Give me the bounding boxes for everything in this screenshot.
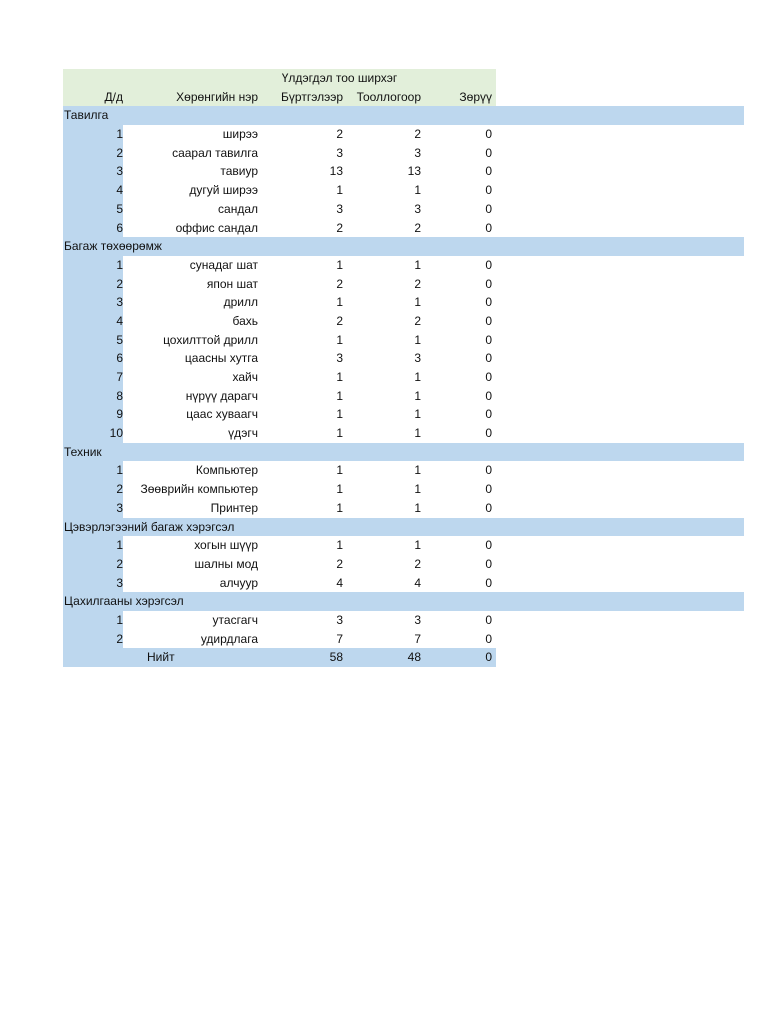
category-row [63,443,744,462]
table-row [63,630,744,649]
item-difference: 0 [485,407,492,422]
item-name: Принтер [210,500,258,515]
item-id: 3 [116,295,123,310]
item-difference: 0 [485,482,492,497]
col-header-counted: Тооллогоор [356,89,421,104]
table-row [63,162,744,181]
item-counted: 13 [407,164,421,179]
item-registered: 2 [336,313,343,328]
item-difference: 0 [485,220,492,235]
item-registered: 4 [336,575,343,590]
table-row [63,219,744,238]
item-registered: 1 [336,482,343,497]
item-difference: 0 [485,538,492,553]
item-name: дрилл [223,295,258,310]
item-counted: 1 [414,482,421,497]
item-counted: 3 [414,612,421,627]
item-difference: 0 [485,388,492,403]
item-id: 1 [116,127,123,142]
item-registered: 1 [336,295,343,310]
category-label: Цахилгааны хэрэгсэл [64,594,184,609]
item-counted: 2 [414,313,421,328]
item-name: удирдлага [200,631,258,646]
category-label: Багаж төхөөрөмж [64,239,162,254]
category-row [63,592,744,611]
item-registered: 1 [336,388,343,403]
item-counted: 1 [414,500,421,515]
item-counted: 4 [414,575,421,590]
item-id: 2 [116,276,123,291]
item-difference: 0 [485,164,492,179]
item-difference: 0 [485,145,492,160]
item-name: сандал [218,201,258,216]
item-difference: 0 [485,201,492,216]
table-row [63,181,744,200]
item-name: саарал тавилга [172,145,258,160]
item-counted: 1 [414,388,421,403]
item-name: цохилттой дрилл [163,332,258,347]
table-row [63,144,744,163]
item-id: 6 [116,220,123,235]
item-name: цаас хуваагч [186,407,258,422]
item-difference: 0 [485,295,492,310]
item-counted: 1 [414,538,421,553]
item-id: 2 [116,482,123,497]
item-registered: 2 [336,220,343,235]
remaining-quantity-header: Үлдэгдэл тоо ширхэг [281,71,398,85]
category-label: Тавилга [64,108,109,123]
item-registered: 1 [336,538,343,553]
item-id: 1 [116,538,123,553]
item-difference: 0 [485,426,492,441]
table-row [63,461,744,480]
table-row [63,424,744,443]
table-row [63,387,744,406]
item-registered: 1 [336,500,343,515]
table-row [63,611,744,630]
item-registered: 1 [336,183,343,198]
item-difference: 0 [485,313,492,328]
item-counted: 1 [414,332,421,347]
item-id: 3 [116,164,123,179]
item-registered: 3 [336,612,343,627]
total-difference: 0 [485,650,492,665]
table-row [63,312,744,331]
item-registered: 3 [336,351,343,366]
item-difference: 0 [485,276,492,291]
item-difference: 0 [485,257,492,272]
item-id: 5 [116,201,123,216]
item-name: дугуй ширээ [189,183,258,198]
table-row [63,368,744,387]
item-name: үдэгч [228,426,258,441]
item-registered: 7 [336,631,343,646]
table-row [63,331,744,350]
item-name: Компьютер [195,463,258,478]
item-id: 7 [116,370,123,384]
item-counted: 3 [414,201,421,216]
header-row [63,88,496,107]
col-header-registered: Бүртгэлээр [281,89,343,104]
item-id: 1 [116,257,123,272]
item-id: 3 [116,575,123,590]
item-name: нүрүү дарагч [185,388,258,403]
item-counted: 1 [414,295,421,310]
item-difference: 0 [485,631,492,646]
item-difference: 0 [485,500,492,515]
item-registered: 1 [336,463,343,478]
table-row [63,293,744,312]
table-row [63,200,744,219]
item-name: япон шат [206,276,258,291]
item-difference: 0 [485,183,492,198]
total-counted: 48 [407,650,421,665]
table-row [63,349,744,368]
item-name: Зөөврийн компьютер [140,482,258,497]
col-header-id: Д/д [104,89,123,104]
item-id: 4 [116,313,123,328]
item-registered: 1 [336,426,343,441]
header-super-row [63,69,496,88]
item-registered: 13 [329,164,343,179]
table-row [63,574,744,593]
inventory-sheet [63,69,744,667]
item-id: 8 [116,388,123,403]
item-counted: 3 [414,351,421,366]
item-difference: 0 [485,332,492,347]
col-header-name: Хөрөнгийн нэр [176,89,258,104]
item-name: алчуур [219,575,258,590]
category-row [63,518,744,537]
category-label: Цэвэрлэгээний багаж хэрэгсэл [64,519,235,534]
category-row [63,106,744,125]
item-registered: 2 [336,127,343,142]
item-id: 5 [116,332,123,347]
item-name: утасгагч [212,612,258,627]
item-counted: 1 [414,407,421,422]
item-difference: 0 [485,575,492,590]
item-difference: 0 [485,612,492,627]
total-label: Нийт [147,650,175,665]
item-difference: 0 [485,370,492,384]
item-registered: 1 [336,332,343,347]
item-counted: 1 [414,257,421,272]
item-id: 2 [116,631,123,646]
item-counted: 1 [414,463,421,478]
item-counted: 2 [414,220,421,235]
item-id: 2 [116,556,123,571]
item-id: 9 [116,407,123,422]
item-name: хайч [232,370,258,384]
item-registered: 3 [336,145,343,160]
item-registered: 2 [336,556,343,571]
item-id: 2 [116,145,123,160]
item-name: тавиур [220,164,258,179]
item-id: 6 [116,351,123,366]
item-name: шалны мод [194,556,258,571]
item-name: сунадаг шат [189,257,258,272]
item-id: 1 [116,612,123,627]
item-difference: 0 [485,351,492,366]
table-row [63,125,744,144]
table-row [63,499,744,518]
item-registered: 3 [336,201,343,216]
table-row [63,256,744,275]
table-row [63,536,744,555]
item-id: 1 [116,463,123,478]
total-row [63,648,496,667]
item-difference: 0 [485,556,492,571]
item-counted: 3 [414,145,421,160]
item-counted: 2 [414,276,421,291]
item-counted: 2 [414,556,421,571]
item-registered: 2 [336,276,343,291]
item-name: ширээ [222,127,258,142]
table-body [63,106,744,648]
table-row [63,275,744,294]
item-difference: 0 [485,463,492,478]
item-registered: 1 [336,257,343,272]
table-row [63,555,744,574]
item-counted: 1 [414,183,421,198]
item-id: 3 [116,500,123,515]
item-id: 4 [116,183,123,198]
table-row [63,480,744,499]
table-row [63,405,744,424]
item-registered: 1 [336,407,343,422]
total-registered: 58 [329,650,343,665]
item-name: бахь [232,313,258,328]
item-counted: 1 [414,370,421,384]
item-name: хогын шүүр [194,538,258,553]
item-counted: 7 [414,631,421,646]
col-header-difference: Зөрүү [459,89,492,104]
item-counted: 2 [414,127,421,142]
category-row [63,237,744,256]
item-difference: 0 [485,127,492,142]
item-name: цаасны хутга [184,351,258,366]
item-id: 10 [109,426,123,441]
item-counted: 1 [414,426,421,441]
item-registered: 1 [336,370,343,384]
item-name: оффис сандал [175,220,258,235]
category-label: Техник [64,444,102,459]
